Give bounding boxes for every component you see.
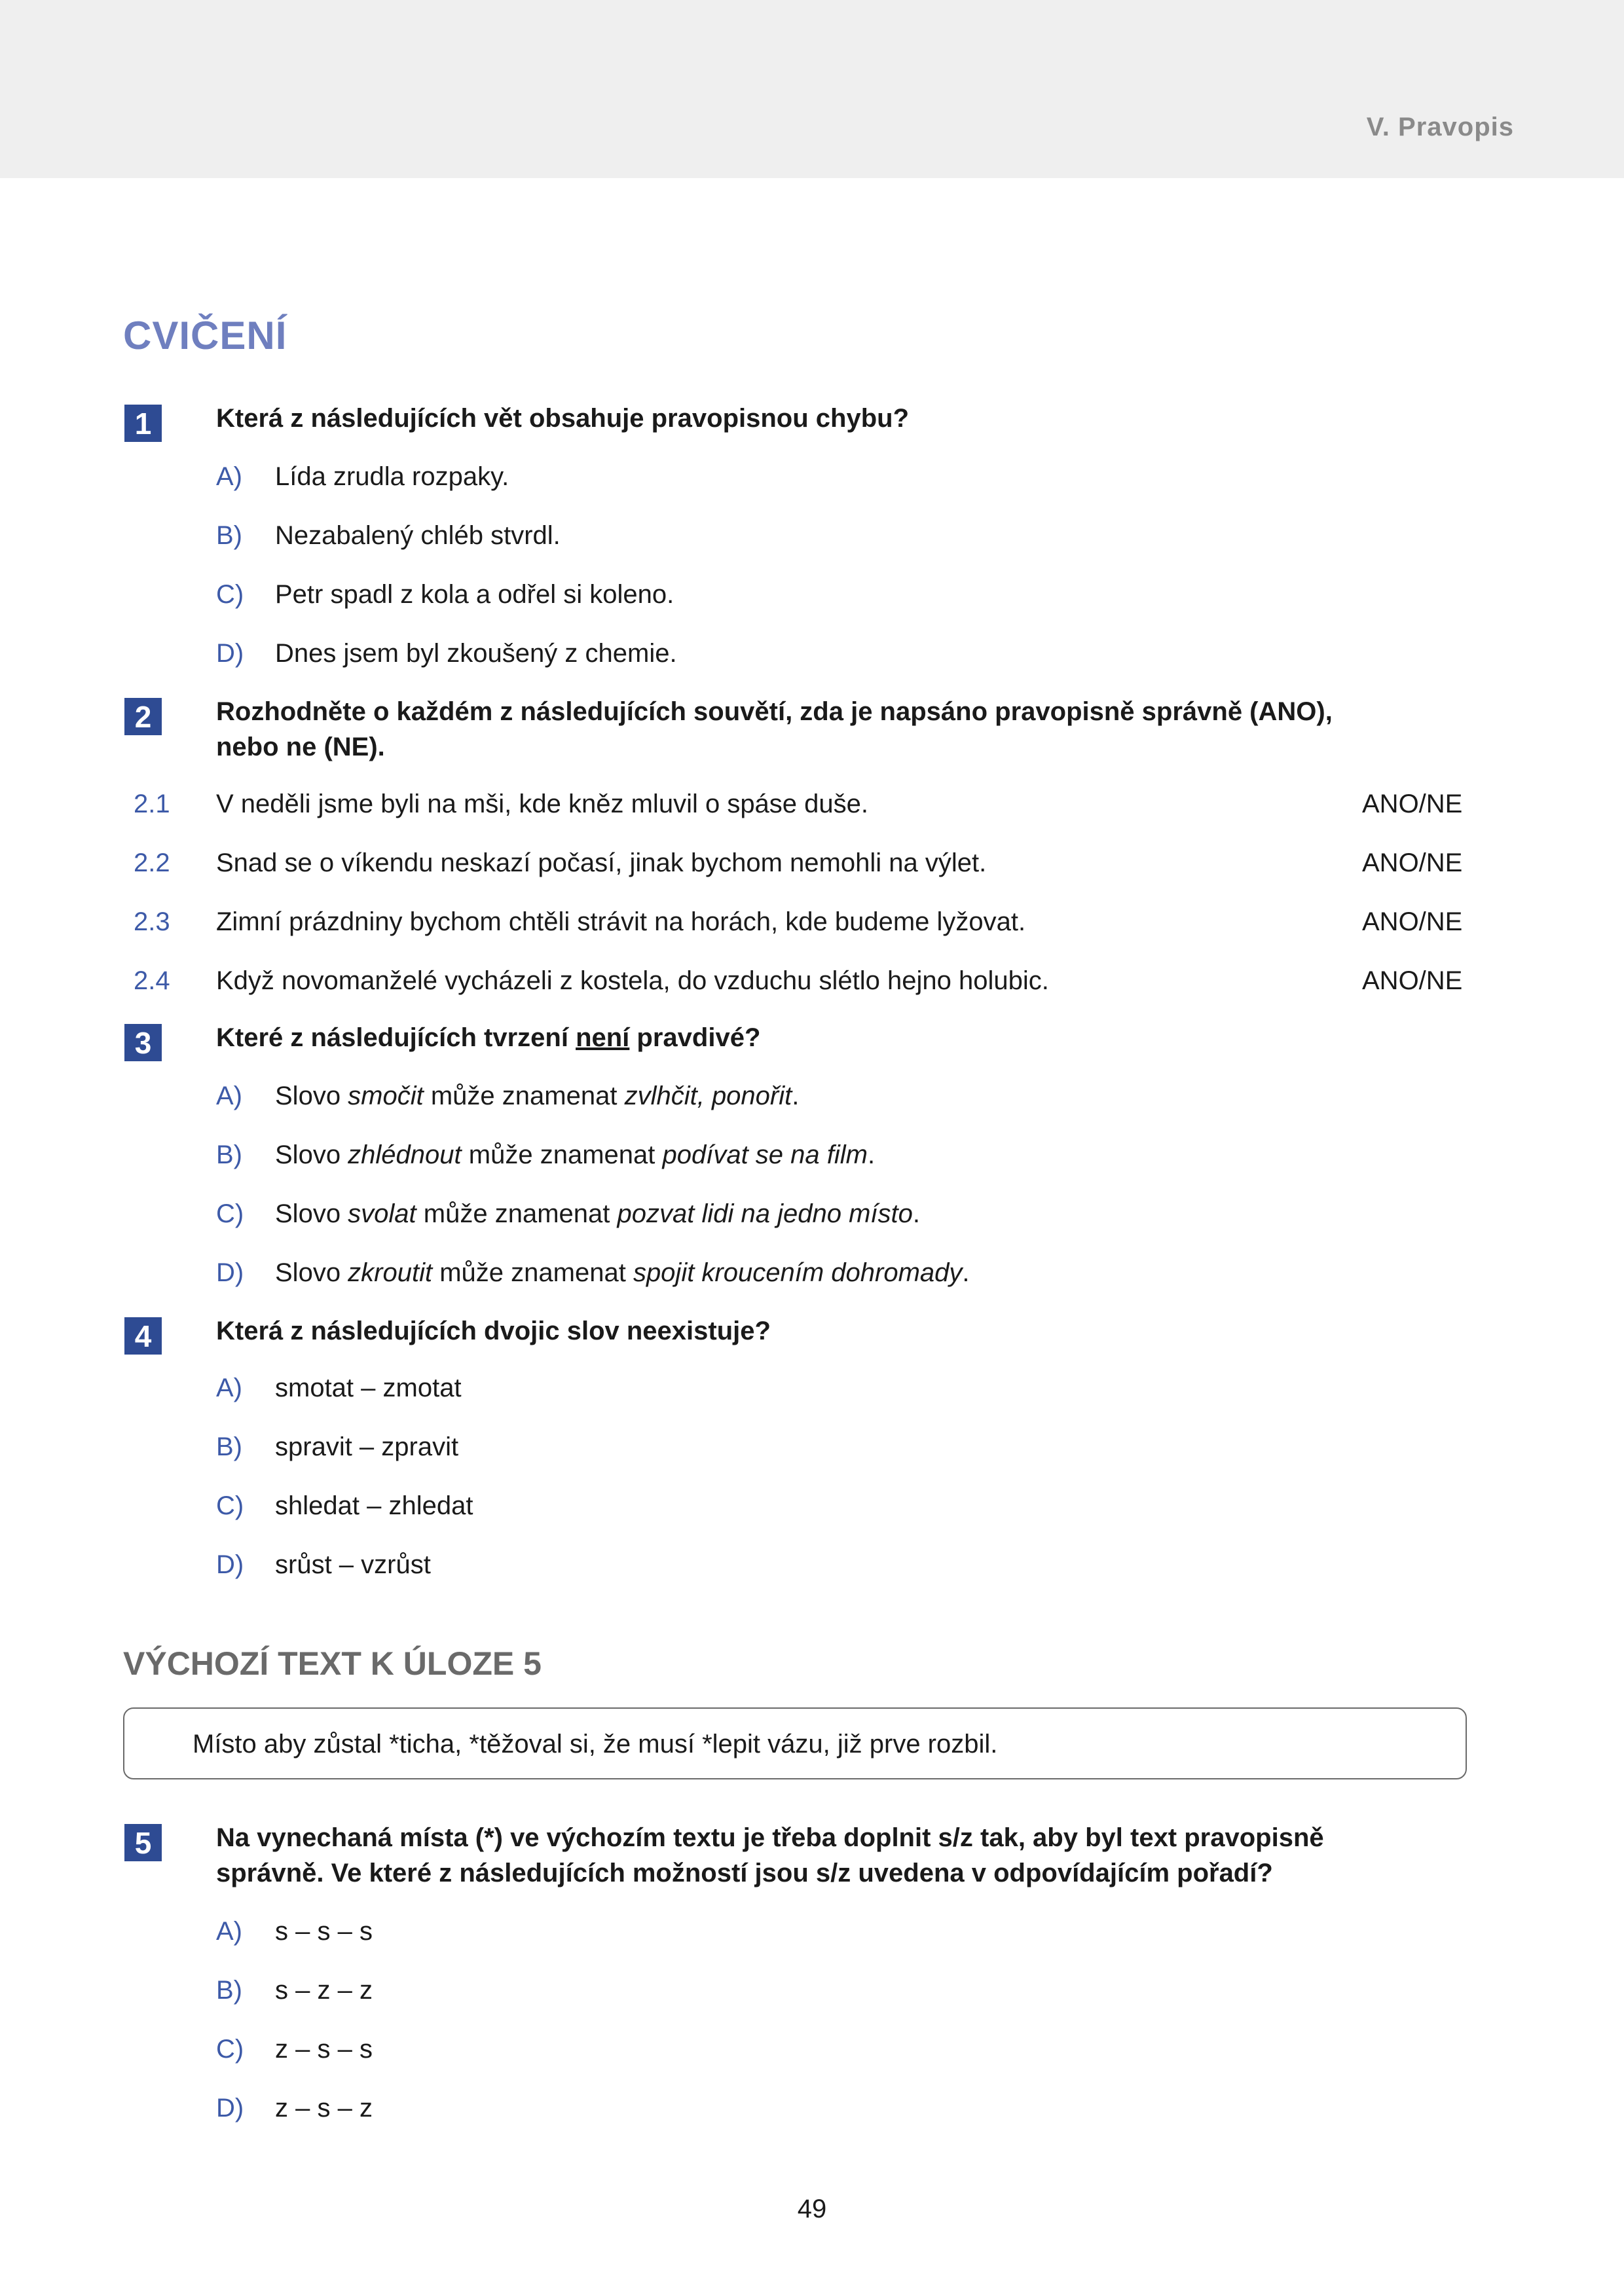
word: smočit bbox=[348, 1082, 424, 1110]
option-d[interactable] bbox=[0, 1253, 1624, 1292]
text-part: Slovo bbox=[275, 1140, 348, 1169]
text-part: Slovo bbox=[275, 1199, 348, 1228]
statement-text: Když novomanželé vycházeli z kostela, do vzduchu slétlo hejno holubic. bbox=[216, 966, 1049, 995]
option-c[interactable] bbox=[0, 575, 1624, 614]
option-text: Dnes jsem byl zkoušený z chemie. bbox=[275, 639, 677, 668]
option-b[interactable] bbox=[0, 1135, 1624, 1175]
source-text: Místo aby zůstal *ticha, *těžoval si, že musí *lepit vázu, již prve rozbil. bbox=[193, 1730, 998, 1758]
option-b[interactable] bbox=[0, 1427, 1624, 1467]
statement-text: Zimní prázdniny bychom chtěli strávit na horách, kde budeme lyžovat. bbox=[216, 907, 1026, 936]
option-letter: C) bbox=[216, 580, 244, 609]
task-question bbox=[216, 1820, 1460, 1891]
option-text bbox=[275, 1194, 920, 1233]
option-text: Lída zrudla rozpaky. bbox=[275, 462, 509, 491]
option-a[interactable] bbox=[0, 1368, 1624, 1408]
statement-2-3 bbox=[0, 902, 1624, 941]
word: zkroutit bbox=[348, 1258, 433, 1287]
statement-number: 2.2 bbox=[134, 848, 170, 877]
task-question-line: nebo ne (NE). bbox=[216, 733, 385, 761]
ano-ne-choice[interactable]: ANO/NE bbox=[1362, 966, 1463, 995]
option-letter: B) bbox=[216, 521, 242, 550]
task-question bbox=[216, 1020, 1460, 1055]
option-text: spravit – zpravit bbox=[275, 1432, 459, 1461]
text-part: . bbox=[792, 1082, 800, 1110]
chapter-title: V. Pravopis bbox=[1366, 113, 1514, 141]
task-number-badge: 3 bbox=[124, 1024, 162, 1061]
option-text: Nezabalený chléb stvrdl. bbox=[275, 521, 561, 550]
task-question: Která z následujících vět obsahuje pravopisnou chybu? bbox=[216, 404, 910, 433]
option-c[interactable] bbox=[0, 2030, 1624, 2069]
task-question bbox=[216, 694, 1460, 765]
option-text: Petr spadl z kola a odřel si koleno. bbox=[275, 580, 674, 609]
source-text-box bbox=[123, 1707, 1467, 1779]
option-letter: A) bbox=[216, 1917, 242, 1946]
statement-2-2 bbox=[0, 843, 1624, 883]
option-d[interactable] bbox=[0, 634, 1624, 673]
text-part: může znamenat bbox=[432, 1258, 633, 1287]
section-title: CVIČENÍ bbox=[123, 314, 287, 357]
task-number-badge: 2 bbox=[124, 698, 162, 735]
option-text: smotat – zmotat bbox=[275, 1374, 462, 1402]
meaning: zvlhčit, ponořit bbox=[624, 1082, 792, 1110]
option-a[interactable] bbox=[0, 1912, 1624, 1951]
meaning: spojit kroucením dohromady bbox=[633, 1258, 963, 1287]
option-text: srůst – vzrůst bbox=[275, 1550, 431, 1579]
page-number: 49 bbox=[797, 2195, 827, 2223]
text-part: . bbox=[962, 1258, 970, 1287]
option-d[interactable] bbox=[0, 1545, 1624, 1584]
text-part: může znamenat bbox=[423, 1082, 625, 1110]
option-letter: C) bbox=[216, 1199, 244, 1228]
option-text bbox=[275, 1135, 875, 1175]
task-number-badge: 5 bbox=[124, 1824, 162, 1861]
text-part: Slovo bbox=[275, 1258, 348, 1287]
task-number-badge: 1 bbox=[124, 405, 162, 442]
word: zhlédnout bbox=[348, 1140, 462, 1169]
option-letter: C) bbox=[216, 1491, 244, 1520]
ano-ne-choice[interactable]: ANO/NE bbox=[1362, 907, 1463, 936]
option-c[interactable] bbox=[0, 1486, 1624, 1525]
statement-text: V neděli jsme byli na mši, kde kněz mluvil o spáse duše. bbox=[216, 790, 869, 818]
statement-number: 2.4 bbox=[134, 966, 170, 995]
source-text-title: VÝCHOZÍ TEXT K ÚLOZE 5 bbox=[123, 1645, 542, 1682]
word: svolat bbox=[348, 1199, 416, 1228]
option-text: shledat – zhledat bbox=[275, 1491, 473, 1520]
page-header bbox=[0, 0, 1624, 178]
statement-text: Snad se o víkendu neskazí počasí, jinak bychom nemohli na výlet. bbox=[216, 848, 987, 877]
statement-number: 2.1 bbox=[134, 790, 170, 818]
option-b[interactable] bbox=[0, 1971, 1624, 2010]
option-letter: B) bbox=[216, 1976, 242, 2005]
ano-ne-choice[interactable]: ANO/NE bbox=[1362, 790, 1463, 818]
option-b[interactable] bbox=[0, 516, 1624, 555]
option-letter: D) bbox=[216, 639, 244, 668]
task-question-line: Rozhodněte o každém z následujících souvětí, zda je napsáno pravopisně správně (ANO), bbox=[216, 697, 1333, 726]
option-letter: D) bbox=[216, 1550, 244, 1579]
text-part: . bbox=[912, 1199, 920, 1228]
text-part: může znamenat bbox=[461, 1140, 663, 1169]
text-part: může znamenat bbox=[416, 1199, 618, 1228]
option-letter: B) bbox=[216, 1140, 242, 1169]
task-number-badge: 4 bbox=[124, 1317, 162, 1355]
option-text: z – s – s bbox=[275, 2035, 373, 2064]
meaning: pozvat lidi na jedno místo bbox=[617, 1199, 913, 1228]
option-letter: A) bbox=[216, 1374, 242, 1402]
option-text bbox=[275, 1253, 970, 1292]
option-letter: D) bbox=[216, 2094, 244, 2123]
option-text: s – z – z bbox=[275, 1976, 373, 2005]
text-part: . bbox=[867, 1140, 876, 1169]
option-letter: A) bbox=[216, 1082, 242, 1110]
question-text: Které z následujících tvrzení bbox=[216, 1023, 576, 1052]
option-letter: B) bbox=[216, 1432, 242, 1461]
task-question-line: Na vynechaná místa (*) ve výchozím textu je třeba doplnit s/z tak, aby byl text pravopisně bbox=[216, 1823, 1324, 1852]
option-letter: A) bbox=[216, 462, 242, 491]
question-emphasis: není bbox=[576, 1023, 630, 1052]
question-text: pravdivé? bbox=[629, 1023, 761, 1052]
statement-2-1 bbox=[0, 784, 1624, 824]
task-question-line: správně. Ve které z následujících možností jsou s/z uvedena v odpovídajícím pořadí? bbox=[216, 1859, 1273, 1887]
meaning: podívat se na film bbox=[662, 1140, 868, 1169]
text-part: Slovo bbox=[275, 1082, 348, 1110]
option-letter: D) bbox=[216, 1258, 244, 1287]
statement-2-4 bbox=[0, 961, 1624, 1000]
statement-number: 2.3 bbox=[134, 907, 170, 936]
option-letter: C) bbox=[216, 2035, 244, 2064]
option-text: z – s – z bbox=[275, 2094, 373, 2123]
option-text bbox=[275, 1076, 799, 1116]
ano-ne-choice[interactable]: ANO/NE bbox=[1362, 848, 1463, 877]
option-d[interactable] bbox=[0, 2088, 1624, 2128]
option-a[interactable] bbox=[0, 1076, 1624, 1116]
option-a[interactable] bbox=[0, 457, 1624, 496]
task-question: Která z následujících dvojic slov neexistuje? bbox=[216, 1317, 771, 1345]
option-c[interactable] bbox=[0, 1194, 1624, 1233]
option-text: s – s – s bbox=[275, 1917, 373, 1946]
